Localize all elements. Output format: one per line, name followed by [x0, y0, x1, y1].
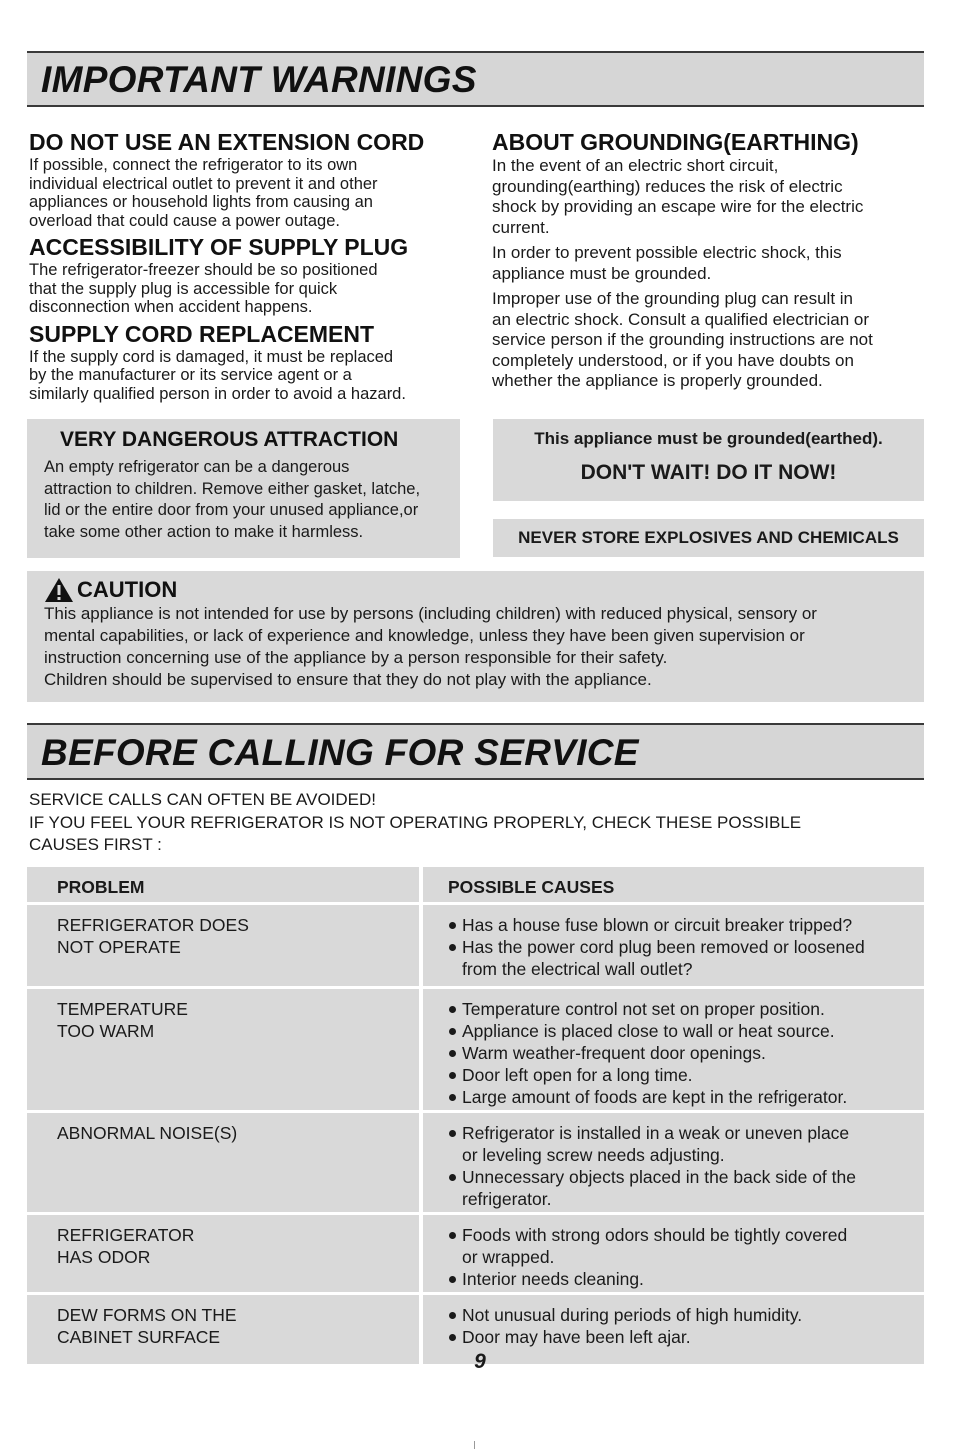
table-header-row: [27, 867, 924, 905]
cause-item: Large amount of foods are kept in the refrigerator.: [448, 1086, 924, 1108]
caution-title: [44, 577, 924, 603]
problem-cell: ABNORMAL NOISE(S): [27, 1113, 419, 1215]
causes-header: POSSIBLE CAUSES: [419, 867, 924, 905]
left-column: [29, 129, 469, 403]
dangerous-attraction-box: [27, 419, 460, 558]
table-row: [27, 905, 924, 989]
table-row: [27, 1215, 924, 1295]
caution-box: [27, 571, 924, 702]
cause-item: Foods with strong odors should be tightly covered or wrapped.: [448, 1224, 924, 1268]
dont-wait-line: DON'T WAIT! DO IT NOW!: [580, 461, 837, 484]
service-intro: SERVICE CALLS CAN OFTEN BE AVOIDED! IF YOU FEEL YOUR REFRIGERATOR IS NOT OPERATING PROPERLY, CHECK THESE POSSIBLE CAUSES FIRST :: [29, 790, 802, 854]
right-column: [492, 129, 924, 392]
cause-item: Appliance is placed close to wall or heat source.: [448, 1020, 924, 1042]
supply-cord-heading: SUPPLY CORD REPLACEMENT: [29, 320, 375, 347]
grounded-notice-box: [493, 419, 924, 501]
cause-item: Door left open for a long time.: [448, 1064, 924, 1086]
warning-triangle-icon: [44, 577, 74, 603]
accessibility-text: The refrigerator-freezer should be so positioned that the supply plug is accessible for quick disconnection when accident happens.: [29, 261, 378, 316]
causes-cell: [419, 989, 924, 1113]
warnings-banner: [27, 51, 924, 107]
grounded-notice-line: This appliance must be grounded(earthed).: [534, 429, 883, 448]
cause-item: Has the power cord plug been removed or loosened from the electrical wall outlet?: [448, 936, 924, 980]
dangerous-attraction-heading: VERY DANGEROUS ATTRACTION: [60, 428, 399, 451]
table-row: [27, 989, 924, 1113]
causes-cell: [419, 905, 924, 989]
causes-cell: [419, 1215, 924, 1295]
accessibility-heading: ACCESSIBILITY OF SUPPLY PLUG: [29, 234, 409, 260]
problem-header: PROBLEM: [27, 867, 419, 905]
cause-item: Warm weather-frequent door openings.: [448, 1042, 924, 1064]
service-title: BEFORE CALLING FOR SERVICE: [41, 732, 639, 773]
grounding-para-2: In order to prevent possible electric shock, this appliance must be grounded.: [492, 243, 842, 283]
page-edge-mark: [474, 1441, 475, 1449]
extension-cord-text: If possible, connect the refrigerator to its own individual electrical outlet to prevent it and other appliances or household lights from causing an overload that could cause a power outage.: [29, 156, 378, 230]
cause-item: Temperature control not set on proper position.: [448, 998, 924, 1020]
supply-cord-text: If the supply cord is damaged, it must be replaced by the manufacturer or its service agent or a similarly qualified person in order to avoid a hazard.: [29, 347, 406, 403]
explosives-box: [493, 519, 924, 557]
problem-cell: REFRIGERATOR DOES NOT OPERATE: [27, 905, 419, 989]
cause-item: Unnecessary objects placed in the back side of the refrigerator.: [448, 1166, 924, 1210]
explosives-text: NEVER STORE EXPLOSIVES AND CHEMICALS: [518, 528, 899, 547]
grounding-para-3: Improper use of the grounding plug can result in an electric shock. Consult a qualified electrician or service person if the grounding instructions are not completely understood, or if you have doubts on whether the appliance is properly grounded.: [492, 289, 873, 390]
warnings-title: IMPORTANT WARNINGS: [41, 59, 477, 100]
problem-cell: REFRIGERATOR HAS ODOR: [27, 1215, 419, 1295]
cause-item: Door may have been left ajar.: [448, 1326, 924, 1348]
cause-item: Not unusual during periods of high humidity.: [448, 1304, 924, 1326]
service-table: [27, 867, 924, 1364]
problem-cell: DEW FORMS ON THE CABINET SURFACE: [27, 1295, 419, 1364]
service-banner: [27, 723, 924, 780]
dangerous-attraction-text: An empty refrigerator can be a dangerous attraction to children. Remove either gasket, latche, lid or the entire door from your unused appliance,or take some other action to make it harmless.: [44, 458, 421, 541]
grounding-heading: ABOUT GROUNDING(EARTHING): [492, 129, 859, 155]
table-row: [27, 1113, 924, 1215]
caution-text: This appliance is not intended for use by persons (including children) with reduced physical, sensory or mental capabilities, or lack of experience and knowledge, unless they have been given supervision or instruction concerning use of the appliance by a person responsible for their safety. Children should be supervised to ensure that they do not play with the appliance.: [44, 604, 817, 689]
problem-cell: TEMPERATURE TOO WARM: [27, 989, 419, 1113]
cause-item: Has a house fuse blown or circuit breaker tripped?: [448, 914, 924, 936]
caution-heading: CAUTION: [77, 577, 178, 602]
grounding-para-1: In the event of an electric short circuit, grounding(earthing) reduces the risk of electric shock by providing an escape wire for the electric current.: [492, 156, 864, 237]
page-number: 9: [474, 1350, 486, 1373]
cause-item: Interior needs cleaning.: [448, 1268, 924, 1290]
cause-item: Refrigerator is installed in a weak or uneven place or leveling screw needs adjusting.: [448, 1122, 924, 1166]
extension-cord-heading: DO NOT USE AN EXTENSION CORD: [29, 129, 425, 155]
causes-cell: [419, 1113, 924, 1215]
